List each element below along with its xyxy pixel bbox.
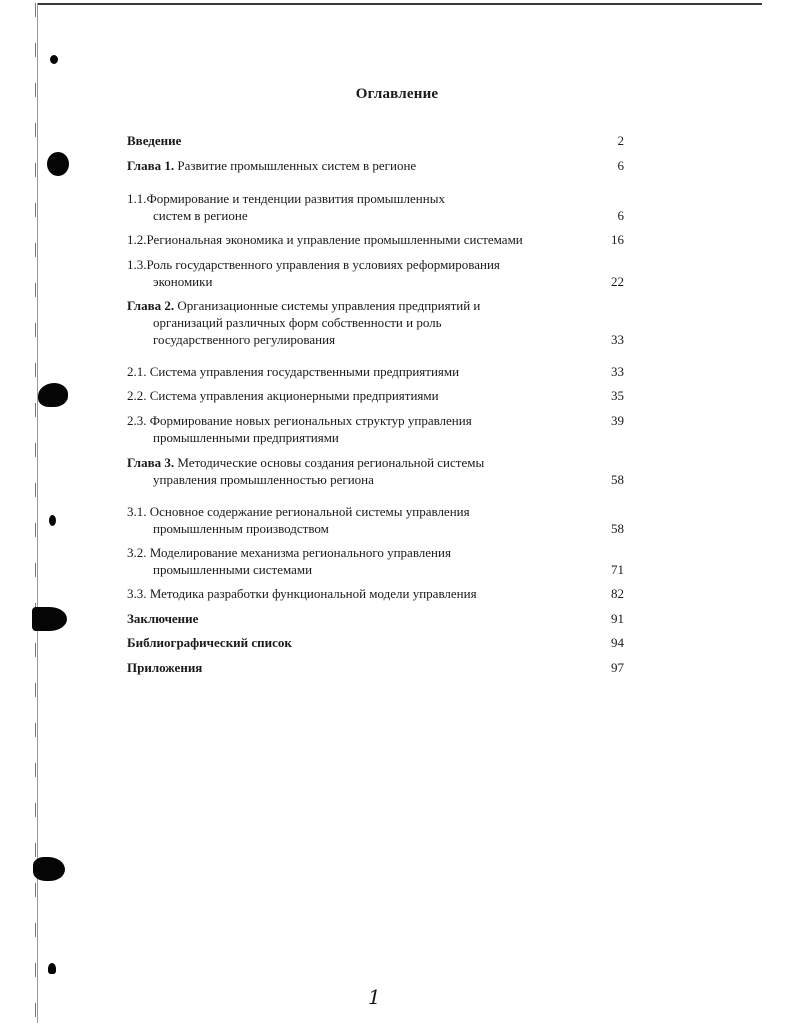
punch-hole-mark [50,55,58,64]
toc-entry-text: 1.2.Региональная экономика и управление промышленными системами [127,232,523,247]
toc-entry-text: Библиографический список [127,635,292,650]
toc-entry-page: 16 [611,232,624,247]
toc-entry-page: 2 [617,133,624,148]
toc-entry-text-cont: промышленными предприятиями [153,430,339,445]
toc-entry-page: 91 [611,611,624,626]
toc-entry-text: Приложения [127,660,203,675]
toc-entry-text: 3.3. Методика разработки функциональной модели управления [127,586,477,601]
toc-entry-page: 22 [611,274,624,289]
toc-entry-text-cont: организаций различных форм собственности и роль [153,315,442,330]
toc-entry-text: 2.3. Формирование новых региональных структур управления [127,413,472,428]
toc-entry-page: 33 [611,332,624,347]
toc-entry-text: 2.2. Система управления акционерными предприятиями [127,388,439,403]
toc-entry-text-cont: государственного регулирования [153,332,336,347]
toc-entry-page: 71 [611,562,624,577]
toc-entry-text: 3.2. Моделирование механизма регионального управления [127,545,451,560]
toc-entry-page: 58 [611,521,624,536]
toc-entry-page: 35 [611,388,624,403]
punch-hole-mark [38,383,68,407]
toc-entry-text: Развитие промышленных систем в регионе [177,158,417,173]
punch-hole-mark [49,515,56,526]
punch-hole-mark [33,857,65,881]
toc-entry-page: 97 [611,660,624,675]
toc-entry-page: 58 [611,472,624,487]
toc-entry-text-cont: систем в регионе [153,208,248,223]
toc-entry-page: 33 [611,364,624,379]
toc-entry-page: 94 [611,635,624,650]
page-number: 1 [368,985,381,1009]
toc-entry-page: 39 [611,413,624,428]
toc-entry-text: 1.1.Формирование и тенденции развития промышленных [127,191,445,206]
toc-entry-text-cont: промышленным производством [153,521,329,536]
toc-entry-text: Заключение [127,611,199,626]
punch-hole-mark [48,963,56,974]
toc-entry-text-cont: промышленными системами [153,562,313,577]
toc-entry-text: Введение [127,133,182,148]
toc-entry-page: 6 [617,208,624,223]
toc-entry-text-cont: управления промышленностью региона [153,472,374,487]
toc-entry-text-cont: экономики [153,274,213,289]
toc-entry-text: 1.3.Роль государственного управления в условиях реформирования [127,257,500,272]
scan-top-edge [38,3,762,5]
toc-entry-text: Организационные системы управления предприятий и [177,298,481,313]
chapter-label: Глава 3. [127,455,175,470]
toc-entry-text: Методические основы создания региональной системы [177,455,485,470]
toc-entry-page: 82 [611,586,624,601]
punch-hole-mark [47,152,69,176]
chapter-label: Глава 1. [127,158,175,173]
toc-entry-page: 6 [617,158,624,173]
toc-entry-text: 2.1. Система управления государственными предприятиями [127,364,460,379]
chapter-label: Глава 2. [127,298,175,313]
toc-entry-text: 3.1. Основное содержание региональной системы управления [127,504,470,519]
page-title: Оглавление [355,86,439,102]
punch-hole-mark [32,607,67,631]
